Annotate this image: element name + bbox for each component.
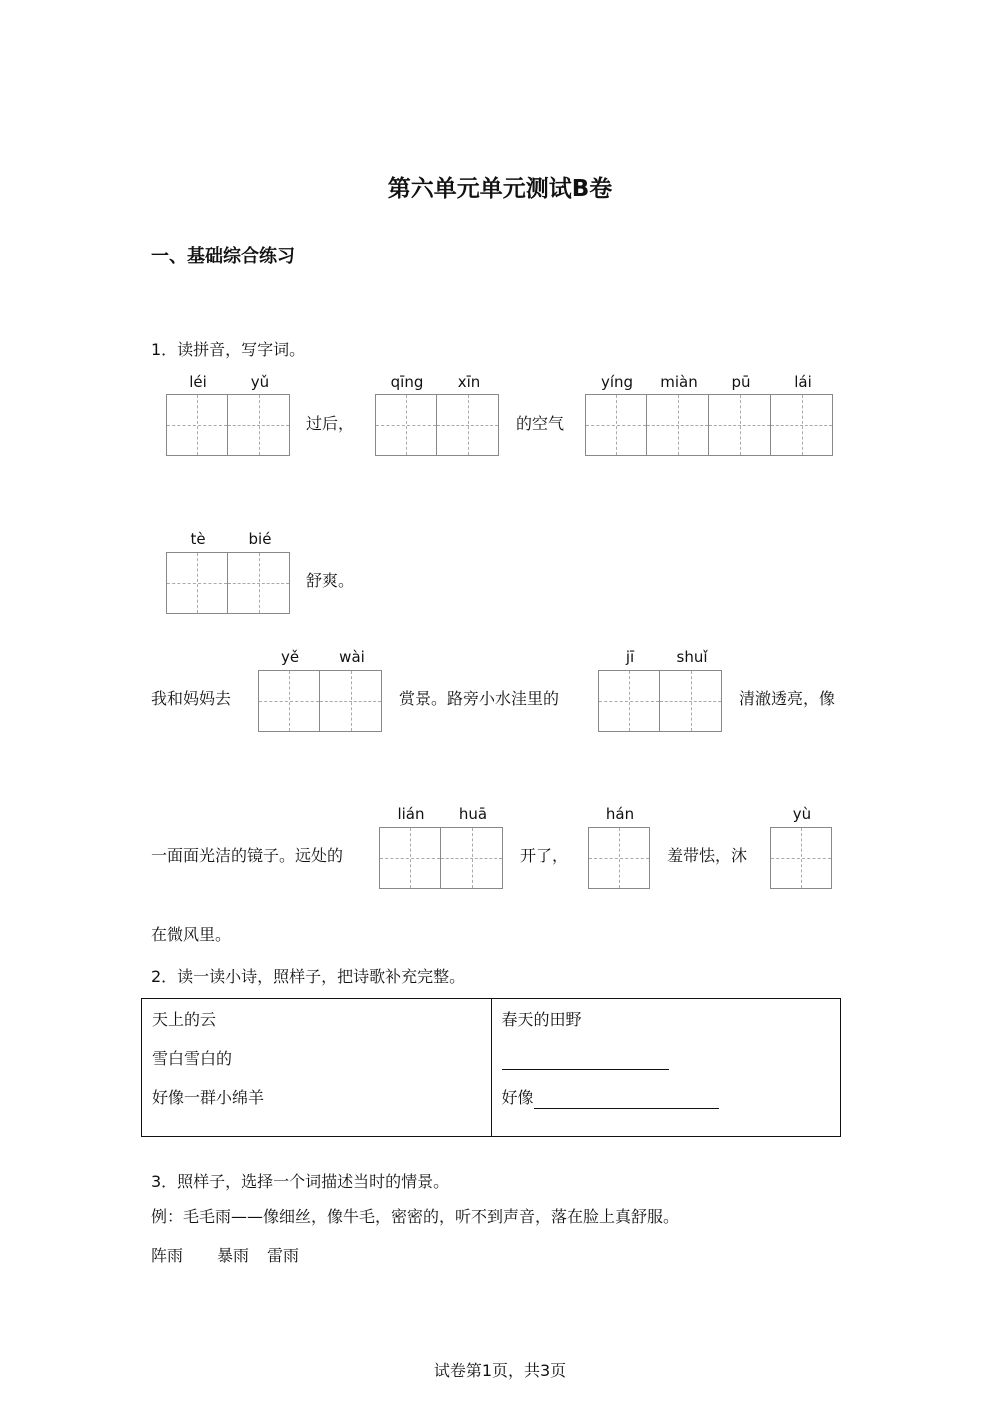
writing-cell[interactable] <box>228 394 290 456</box>
poem-example <box>142 999 492 1137</box>
writing-grid-yingmianpulai[interactable] <box>585 394 833 456</box>
writing-cell[interactable] <box>320 670 382 732</box>
writing-grid-yu[interactable] <box>770 827 832 889</box>
writing-cell[interactable] <box>588 827 650 889</box>
writing-cell[interactable] <box>258 670 320 732</box>
text-xiudaiqie: 羞带怯，沐 <box>667 846 748 865</box>
pinyin-bie: bié <box>248 530 272 548</box>
writing-cell[interactable] <box>228 552 290 614</box>
text-kaile: 开了， <box>520 846 569 865</box>
pinyin-wai: wài <box>339 648 365 666</box>
pinyin-lei: léi <box>189 373 207 391</box>
poem-line: 春天的田野 <box>501 1010 582 1029</box>
writing-cell[interactable] <box>771 394 833 456</box>
poem-line: 好像一群小绵羊 <box>152 1088 265 1107</box>
pinyin-mian: miàn <box>660 373 698 391</box>
text-shangjing: 赏景。路旁小水洼里的 <box>399 689 560 708</box>
writing-cell[interactable] <box>375 394 437 456</box>
answer-blank[interactable] <box>534 1090 719 1109</box>
pinyin-xin: xīn <box>457 373 481 391</box>
text-wohemama: 我和妈妈去 <box>151 689 232 708</box>
pinyin-ying: yíng <box>600 373 634 391</box>
writing-cell[interactable] <box>660 670 722 732</box>
text-shushuang: 舒爽。 <box>306 571 355 590</box>
question-3-prompt: 3．照样子，选择一个词描述当时的情景。 <box>151 1172 450 1191</box>
writing-cell[interactable] <box>166 394 228 456</box>
writing-cell[interactable] <box>379 827 441 889</box>
poem-line: 天上的云 <box>152 1010 217 1029</box>
writing-grid-tebie[interactable] <box>166 552 290 614</box>
writing-cell[interactable] <box>770 827 832 889</box>
page-footer: 试卷第1页，共3页 <box>433 1361 567 1380</box>
writing-cell[interactable] <box>437 394 499 456</box>
text-guohou: 过后， <box>306 414 355 433</box>
pinyin-yu: yǔ <box>250 373 270 391</box>
section-heading: 一、基础综合练习 <box>151 246 295 267</box>
pinyin-lai: lái <box>794 373 812 391</box>
writing-cell[interactable] <box>585 394 647 456</box>
answer-blank[interactable] <box>502 1051 669 1070</box>
poem-answer <box>491 999 841 1137</box>
writing-cell[interactable] <box>598 670 660 732</box>
writing-grid-leiyu[interactable] <box>166 394 290 456</box>
page-title: 第六单元单元测试B卷 <box>387 176 613 202</box>
pinyin-hua: huā <box>458 805 488 823</box>
writing-cell[interactable] <box>709 394 771 456</box>
writing-cell[interactable] <box>441 827 503 889</box>
writing-grid-jishui[interactable] <box>598 670 722 732</box>
pinyin-te: tè <box>190 530 206 548</box>
option-leiyu: 雷雨 <box>267 1246 300 1265</box>
pinyin-yu2: yù <box>792 805 812 823</box>
option-zhenyu: 阵雨 <box>151 1246 184 1265</box>
pinyin-ji: jī <box>625 648 635 666</box>
text-qingche: 清澈透亮，像 <box>739 689 836 708</box>
poem-line: 雪白雪白的 <box>152 1049 233 1068</box>
option-baoyu: 暴雨 <box>217 1246 250 1265</box>
text-zaiweifengli: 在微风里。 <box>151 925 232 944</box>
poem-blank-line[interactable] <box>502 1048 831 1087</box>
pinyin-shui: shuǐ <box>676 648 708 666</box>
poem-line-prefix: 好像 <box>501 1088 534 1107</box>
pinyin-pu: pū <box>731 373 751 391</box>
example-sentence: 例：毛毛雨——像细丝，像牛毛，密密的，听不到声音，落在脸上真舒服。 <box>151 1207 680 1226</box>
pinyin-han: hán <box>605 805 635 823</box>
writing-grid-yewai[interactable] <box>258 670 382 732</box>
poem-table <box>141 998 841 1137</box>
pinyin-qing: qīng <box>390 373 424 391</box>
writing-grid-han[interactable] <box>588 827 650 889</box>
question-1-prompt: 1．读拼音，写字词。 <box>151 340 306 359</box>
pinyin-ye: yě <box>280 648 300 666</box>
poem-line-2 <box>502 1087 831 1126</box>
writing-grid-lianhua[interactable] <box>379 827 503 889</box>
text-dekongqi: 的空气 <box>516 414 565 433</box>
pinyin-lian: lián <box>397 805 425 823</box>
writing-grid-qingxin[interactable] <box>375 394 499 456</box>
question-2-prompt: 2．读一读小诗，照样子，把诗歌补充完整。 <box>151 967 466 986</box>
writing-cell[interactable] <box>166 552 228 614</box>
text-yimianmian: 一面面光洁的镜子。远处的 <box>151 846 344 865</box>
writing-cell[interactable] <box>647 394 709 456</box>
